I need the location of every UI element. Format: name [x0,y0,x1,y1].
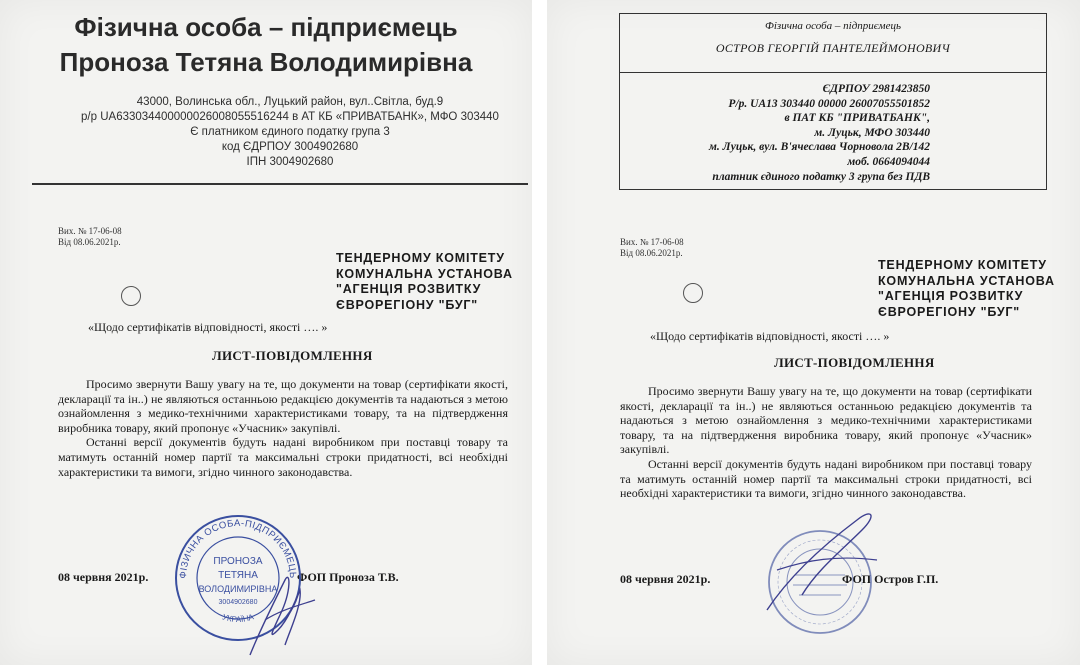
requisites-line: ЄДРПОУ 2981423850 [822,83,930,95]
requisites-line: ІПН 3004902680 [246,156,334,168]
addressee-line: ТЕНДЕРНОМУ КОМІТЕТУ [336,251,505,265]
body-paragraph: Просимо звернути Вашу увагу на те, що документи на товар (сертифікати якості, декларації та ін..) не являються останньою редакцією документів та надаються з метою ознайомлення з медико-технічними характеристиками товару, та на підтвердження виробника товару, який пропонує «Учасник» закупівлі. [58,377,508,435]
addressee-line: "АГЕНЦІЯ РОЗВИТКУ [336,282,482,296]
letter-body [620,384,1032,501]
outgoing-number: Вих. № 17-06-08 [58,226,122,236]
addressee-line: ЄВРОРЕГІОНУ "БУГ" [878,304,1021,319]
signature-date: 08 червня 2021р. [620,572,711,586]
right-letter-page [547,0,1080,665]
outgoing-reference [58,226,122,248]
letterhead-box [619,13,1047,190]
body-paragraph: Просимо звернути Вашу увагу на те, що документи на товар (сертифікати якості, декларації та ін..) не являються останньою редакцією документів та надаються з метою ознайомлення з медико-технічними характеристиками товару, та на підтвердження виробника товару, який пропонує «Учасник» закупівлі. [620,384,1032,457]
stamp-code: 3004902680 [218,599,258,606]
addressee-line: КОМУНАЛЬНА УСТАНОВА [878,273,1055,288]
signer-name: ФОП Проноза Т.В. [297,570,399,584]
signer-name: ФОП Остров Г.П. [842,572,939,586]
requisites-line: в ПАТ КБ "ПРИВАТБАНК", [784,112,930,125]
letterhead-requisites [60,95,520,170]
hole-punch-mark [683,283,703,303]
stamp-center-line: ВОЛОДИМИРІВНА [198,584,278,594]
addressee-line: КОМУНАЛЬНА УСТАНОВА [336,266,513,281]
handwritten-signature [757,500,887,620]
body-paragraph: Останні версії документів будуть надані виробником при поставці товару та матимуть останній номер партії та максимальні строки придатності, всі необхідні характеристики та вимоги, згідно чинного законодавства. [58,435,508,479]
subject-line: «Щодо сертифікатів відповідності, якості …. » [650,329,890,343]
addressee-line: ЄВРОРЕГІОНУ "БУГ" [336,297,479,312]
handwritten-signature [230,560,320,660]
letterhead-title-line2: Проноза Тетяна Володимирівна [59,47,473,77]
requisites-line: 43000, Волинська обл., Луцький район, вул..Світла, буд.9 [136,96,444,108]
outgoing-number: Вих. № 17-06-08 [620,237,684,247]
letterhead-name: ОСТРОВ ГЕОРГІЙ ПАНТЕЛЕЙМОНОВИЧ [715,41,951,55]
signature-date: 08 червня 2021р. [58,570,149,584]
letterhead-box-divider [620,72,1046,73]
body-paragraph: Останні версії документів будуть надані виробником при поставці товару та матимуть останній номер партії та максимальні строки придатності, всі необхідні характеристики та вимоги, згідно чинного законодавства. [620,456,1032,501]
requisites-line: Р/р. UA13 303440 00000 26007055501852 [728,97,930,110]
requisites-line: код ЄДРПОУ 3004902680 [221,141,359,153]
addressee-line: ТЕНДЕРНОМУ КОМІТЕТУ [878,258,1047,272]
stamp-ring-text: ФІЗИЧНА ОСОБА-ПІДПРИЄМЕЦЬ [177,517,299,579]
outgoing-date: Від 08.06.2021р. [620,248,683,258]
letterhead-title-line1: Фізична особа – підприємець [74,12,458,42]
stamp-country: УКРАЇНА [221,612,255,625]
requisites-line: р/р UA633034400000026008055516244 в АТ КБ «ПРИВАТБАНК», МФО 303440 [81,111,499,123]
addressee-block [878,258,1055,320]
subject-line: «Щодо сертифікатів відповідності, якості …. » [88,320,328,334]
stamp-center-line: ПРОНОЗА [213,556,263,567]
letterhead-fop-label: Фізична особа – підприємець [765,20,901,32]
hole-punch-mark [121,286,141,306]
stamp-center-line: ТЕТЯНА [218,570,258,581]
outgoing-reference [620,237,684,259]
addressee-block [336,251,513,313]
requisites-line: платник єдиного податку 3 група без ПДВ [712,170,930,183]
requisites-line: Є платником єдиного податку група 3 [190,126,390,138]
left-letter-page [0,0,532,665]
document-title: ЛИСТ-ПОВІДОМЛЕННЯ [212,348,373,363]
requisites-line: м. Луцьк, вул. В'ячеслава Чорновола 2В/142 [709,141,930,154]
requisites-line: моб. 0664094044 [847,155,930,168]
addressee-line: "АГЕНЦІЯ РОЗВИТКУ [878,289,1024,303]
document-title: ЛИСТ-ПОВІДОМЛЕННЯ [774,355,935,370]
letter-body [58,377,508,479]
requisites-line: м. Луцьк, МФО 303440 [814,126,930,139]
letterhead-requisites [660,82,930,184]
letterhead-divider [32,183,528,185]
outgoing-date: Від 08.06.2021р. [58,237,121,247]
